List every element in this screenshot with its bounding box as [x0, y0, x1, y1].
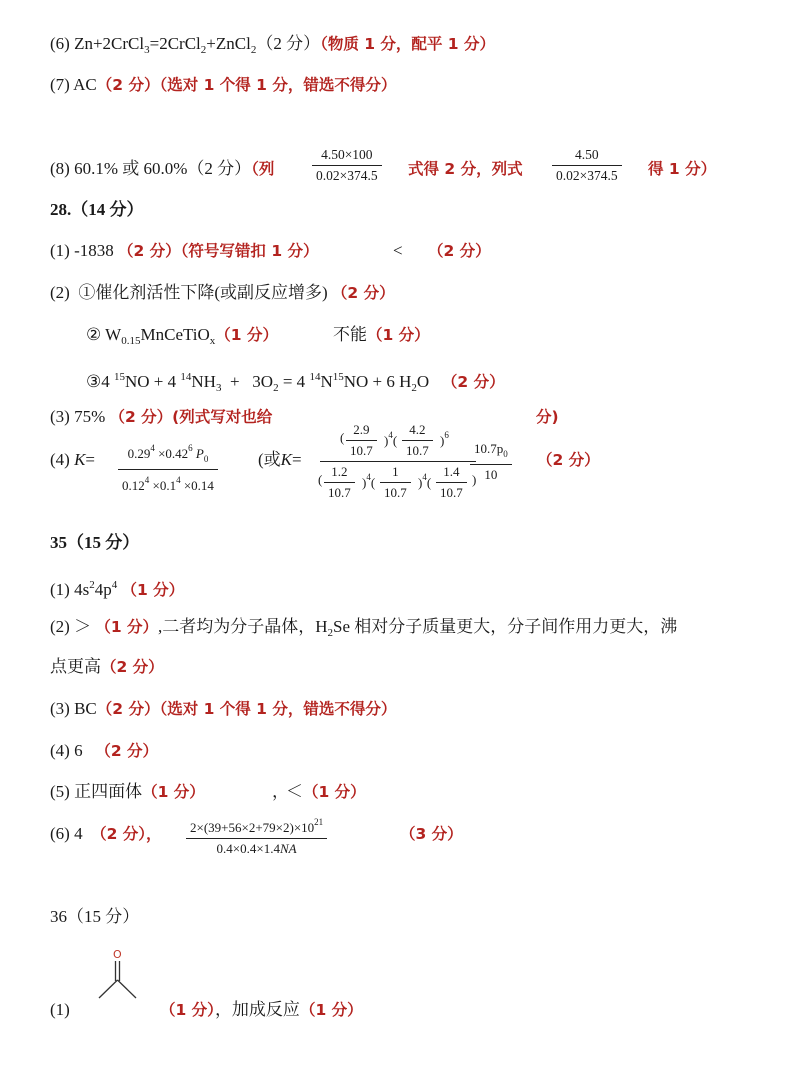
q28-3-answer: 75%: [74, 407, 106, 426]
q36-1-score: （1 分）: [160, 1001, 215, 1019]
q27-6-score: （2 分）: [256, 34, 321, 53]
q28-4-fraction-main: $\frac{0.29^4 \times 0.42^6 P_0}{0.12^4 \times 0.1^4 \times 0.14}$: [118, 440, 218, 494]
q27-item7: [50, 74, 396, 96]
q28-4-fraction-p0: $\frac{10.7p_0}{10}$: [470, 441, 512, 483]
q28-1-answer: -1838: [74, 241, 114, 260]
q28-item2c: [86, 366, 505, 399]
q28-3-note: （2 分）(列式写对也给: [109, 408, 273, 426]
q35-4-answer: 6: [74, 741, 83, 760]
acetone-structure-diagram: [92, 944, 162, 1006]
q28-1-label: (1): [50, 241, 70, 260]
q35-2-score2: （2 分）: [101, 658, 164, 676]
q27-8-label: (8): [50, 159, 70, 178]
q35-5-answer: 正四面体: [74, 782, 143, 801]
q28-2a-score: （2 分）: [331, 284, 395, 302]
q35-item5: [50, 781, 205, 803]
q35-6-density-fraction: $\frac{2\times(39+56\times 2+79\times 2)\times 10^{21}}{0.4\times 0.4\times 1.4NA}$: [186, 814, 327, 857]
q36-1-label: (1): [50, 1000, 70, 1019]
q28-2b-score1: （1 分）: [215, 326, 278, 344]
q35-item4: [50, 740, 158, 762]
q35-item2: [50, 616, 677, 644]
q36-item1: [160, 999, 363, 1021]
q28-2b-answer2: 不能（1 分）: [333, 325, 430, 344]
q28-2c-score: （2 分）: [441, 373, 505, 391]
q28-4-main-bar: [320, 461, 476, 462]
q35-item6: (6) 4 （2 分），: [50, 824, 162, 843]
q28-2-label: (2): [50, 283, 70, 302]
q28-4-k: K: [74, 450, 86, 469]
q27-8-fraction-2: $\frac{4.50}{0.02\times 374.5}$: [552, 147, 622, 184]
q28-title: 28.（14 分）: [50, 200, 144, 219]
q35-6-answer: 4: [74, 824, 83, 843]
q35-title: 35（15 分）: [50, 533, 140, 552]
q35-2-answer: ＞: [74, 617, 92, 636]
q27-item6: [50, 33, 495, 61]
q28-3-label: (3): [50, 407, 70, 426]
q28-4-score: （2 分）: [537, 451, 600, 469]
q35-2-score: （1 分）: [95, 618, 159, 636]
q35-3-note: （2 分）（选对 1 个得 1 分，错选不得分）: [96, 700, 397, 718]
q35-1-answer: $4s^24p^4$: [74, 579, 118, 599]
acetone-oxygen-label: O: [113, 948, 122, 961]
q27-6-label: (6): [50, 34, 70, 53]
q35-item3: [50, 698, 396, 720]
q35-5-answer2: ＜（1 分）: [286, 782, 366, 801]
q35-4-label: (4): [50, 741, 70, 760]
acetone-right-bond: [118, 980, 137, 998]
q28-1-score2: （2 分）: [428, 242, 491, 260]
q35-item2-cont: 点更高（2 分）: [50, 657, 164, 676]
q28-4-d2: $\frac{1}{10.7}$: [380, 464, 411, 501]
q28-4-d1: $\frac{1.2}{10.7}$: [324, 464, 355, 501]
q28-2c-equation: ③4 $^{15}$NO + 4 $^{14}NH_3 + 3O_2 = 4$ $^{14}N^{15}NO + 6$ $H_2O$: [86, 371, 430, 394]
q36-1-answer: ，加成反应: [214, 1000, 300, 1019]
q28-2b-score2: （1 分）: [367, 326, 430, 344]
q28-3-note-end: 分): [536, 408, 559, 426]
q28-4-d3: $\frac{1.4}{10.7}$: [436, 464, 467, 501]
q36-1-score2: （1 分）: [299, 1001, 363, 1019]
q36-title: 36（15 分）: [50, 907, 140, 926]
q28-item2b: [86, 324, 278, 352]
acetone-left-bond: [99, 980, 118, 998]
q35-6-label: (6): [50, 824, 70, 843]
q28-2b-catalyst: ② $W_{0.15}MnCeTiO_x$: [86, 325, 216, 347]
q27-8-fraction-1: $\frac{4.50\times 100}{0.02\times 374.5}$: [312, 147, 382, 184]
q27-8-score: （2 分）: [187, 159, 252, 178]
q35-5-score: （1 分）: [142, 783, 205, 801]
q28-item3: [50, 406, 272, 428]
q27-8-answer: 60.1% 或 60.0%: [74, 159, 188, 178]
q27-6-note: （物质 1 分，配平 1 分）: [320, 35, 495, 53]
q35-6-score2: （3 分）: [400, 825, 463, 843]
q27-8-note-a: （列: [251, 160, 275, 178]
q27-8-note-c: 得 1 分）: [648, 160, 717, 178]
q28-item1: [50, 240, 319, 262]
q35-item1: [50, 574, 184, 601]
q35-1-label: (1): [50, 580, 70, 599]
q35-4-score: （2 分）: [95, 742, 159, 760]
q35-2-explanation: ,二者均为分子晶体，$H_2Se$ 相对分子质量更大，分子间作用力更大，沸: [158, 617, 678, 639]
q35-6-score: （2 分）: [91, 825, 147, 843]
q28-1-answer2: <: [393, 241, 403, 260]
q35-5-score2: （1 分）: [303, 783, 366, 801]
q35-1-score: （1 分）: [121, 581, 185, 599]
q28-1-note: （2 分）（符号写错扣 1 分）: [118, 242, 319, 260]
q28-item4-label: (4) K=: [50, 450, 96, 469]
q27-7-note: （2 分）（选对 1 个得 1 分，错选不得分）: [96, 76, 397, 94]
q35-5-sep: ，: [272, 782, 289, 801]
q28-item2a: [50, 282, 395, 304]
q27-7-label: (7): [50, 75, 70, 94]
q28-4-fraction-alt: ( $\frac{2.9}{10.7}$ )$^4$( $\frac{4.2}{10.7}$ )$^6$ ( $\frac{1.2}{10.7}$ )$^4$( $\frac{1}{10.7}$ )$^4$( $\frac{1.4}{10.7}$ ): [318, 422, 477, 500]
q35-5-label: (5): [50, 782, 70, 801]
q35-2-label: (2): [50, 617, 70, 636]
q27-7-answer: AC: [73, 75, 97, 94]
q28-4-alt-label: (或K=: [258, 450, 302, 469]
q28-4-n2: $\frac{4.2}{10.7}$: [402, 422, 433, 459]
q28-2a-answer: ①催化剂活性下降(或副反应增多): [78, 283, 328, 302]
q27-item8: [50, 158, 274, 180]
q27-8-note-b: 式得 2 分，列式: [408, 160, 523, 178]
q35-3-label: (3): [50, 699, 70, 718]
q35-3-answer: BC: [74, 699, 97, 718]
q27-6-equation: Zn+2CrCl$_3$=2CrCl$_2$+ZnCl$_2$: [74, 34, 257, 56]
q28-4-n1: $\frac{2.9}{10.7}$: [346, 422, 377, 459]
